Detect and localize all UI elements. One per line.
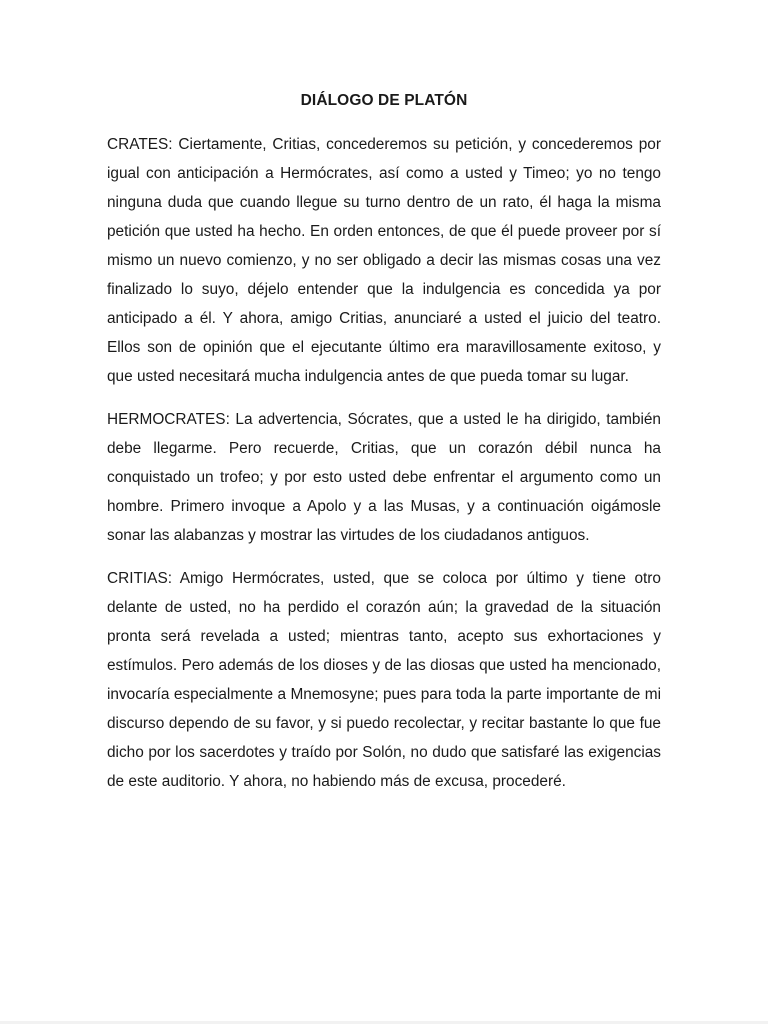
paragraph-critias: CRITIAS: Amigo Hermócrates, usted, que se coloca por último y tiene otro delante de usted, no ha perdido el corazón aún; la gravedad de la situación pronta será revelada a usted; mientras tanto, acepto sus exhortaciones y estímulos. Pero además de los dioses y de las diosas que usted ha mencionado, invocaría especialmente a Mnemosyne; pues para toda la parte importante de mi discurso dependo de su favor, y si puedo recolectar, y recitar bastante lo que fue dicho por los sacerdotes y traído por Solón, no dudo que satisfaré las exigencias de este auditorio. Y ahora, no habiendo más de excusa, procederé. bbox=[107, 570, 661, 790]
paragraph-hermocrates: HERMOCRATES: La advertencia, Sócrates, que a usted le ha dirigido, también debe llegarme. Pero recuerde, Critias, que un corazón débil nunca ha conquistado un trofeo; y por esto usted debe enfrentar el argumento como un hombre. Primero invoque a Apolo y a las Musas, y a continuación oigámosle sonar las alabanzas y mostrar las virtudes de los ciudadanos antiguos. bbox=[107, 411, 661, 544]
paragraph-crates: CRATES: Ciertamente, Critias, concederemos su petición, y concederemos por igual con anticipación a Hermócrates, así como a usted y Timeo; yo no tengo ninguna duda que cuando llegue su turno dentro de un rato, él haga la misma petición que usted ha hecho. En orden entonces, de que él puede proveer por sí mismo un nuevo comienzo, y no ser obligado a decir las mismas cosas una vez finalizado lo suyo, déjelo entender que la indulgencia es concedida ya por anticipado a él. Y ahora, amigo Critias, anunciaré a usted el juicio del teatro. Ellos son de opinión que el ejecutante último era maravillosamente exitoso, y que usted necesitará mucha indulgencia antes de que pueda tomar su lugar. bbox=[107, 136, 661, 385]
document-title: DIÁLOGO DE PLATÓN bbox=[300, 92, 468, 109]
document-body bbox=[107, 130, 661, 810]
